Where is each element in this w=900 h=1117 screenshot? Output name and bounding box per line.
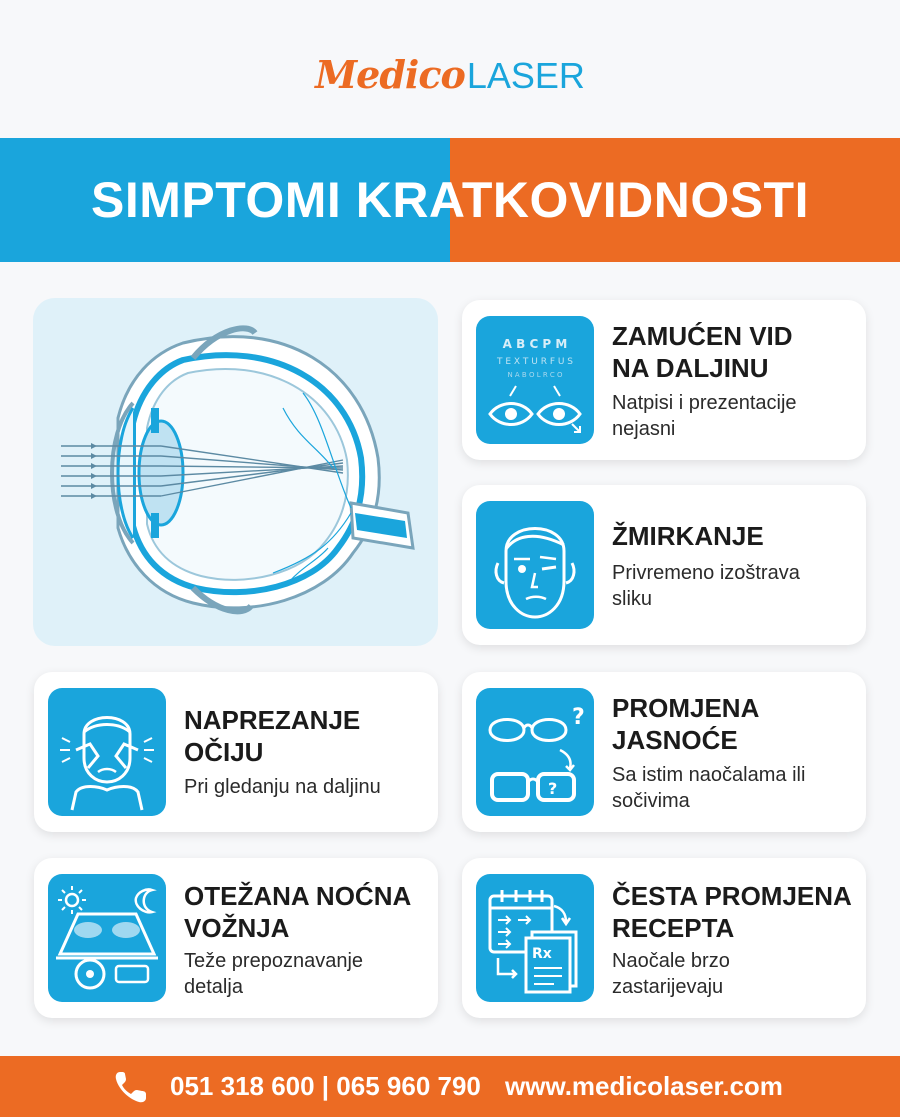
card-subtitle [612,560,856,612]
card-subtitle-line2: sliku [612,588,653,610]
card-subtitle-line2: sočivima [612,790,690,812]
card-title [612,880,856,944]
card-title-line1: PROMJENA [612,693,760,723]
card-subtitle-line1: Naočale brzo [612,950,730,972]
card-title [612,520,856,552]
card-title [612,692,856,756]
symptom-card-squinting [462,485,866,645]
card-title-line1: OTEŽANA NOĆNA [184,881,412,911]
card-title [184,704,428,768]
card-title-line1: ČESTA PROMJENA [612,881,852,911]
card-title-line2: RECEPTA [612,913,735,943]
card-subtitle [184,774,428,800]
eye-chart-row3: N A B O L R C O [507,371,563,379]
card-title-line2: VOŽNJA [184,913,290,943]
eye-anatomy-illustration [33,298,438,646]
card-title-line2: NA DALJINU [612,353,769,383]
card-title [612,320,856,384]
card-title-line1: ZAMUĆEN VID [612,321,793,351]
card-title-line2: OČIJU [184,737,264,767]
contact-footer [0,1056,900,1117]
card-subtitle [184,948,428,1000]
card-subtitle-line2: zastarijevaju [612,976,724,998]
eye-anatomy-icon [33,298,438,646]
card-subtitle-line1: Privremeno izoštrava [612,562,800,584]
card-subtitle-line1: Natpisi i prezentacije [612,392,797,414]
symptom-card-eye-strain [34,672,438,832]
svg-text:?: ? [572,705,585,730]
title-banner [0,138,900,262]
card-subtitle [612,948,856,1000]
eye-chart-icon [476,316,594,444]
brand-logo-medico: Medico [315,52,465,97]
card-title-line1: ŽMIRKANJE [612,521,764,551]
brand-logo [0,52,900,102]
card-subtitle-line1: Sa istim naočalama ili [612,764,806,786]
svg-text:Rx: Rx [532,946,552,962]
night-driving-icon [48,874,166,1002]
eye-chart-row1: A B C P M [502,337,568,351]
website-link[interactable]: www.medicolaser.com [505,1071,783,1101]
squinting-face-icon [476,501,594,629]
card-subtitle [612,390,856,442]
card-subtitle-line1: Teže prepoznavanje [184,950,364,972]
card-title-line1: NAPREZANJE [184,705,361,735]
prescription-calendar-icon [476,874,594,1002]
card-subtitle-line1: Pri gledanju na daljinu [184,776,381,798]
phone-numbers[interactable]: 051 318 600 | 065 960 790 [170,1071,481,1101]
symptom-card-prescription-change [462,858,866,1018]
symptom-card-blurred-vision [462,300,866,460]
brand-logo-laser: LASER [466,55,585,96]
card-subtitle-line2: detalja [184,976,243,998]
card-subtitle [612,762,856,814]
phone-icon [112,1068,150,1106]
eye-chart-row2: T E X T U R F U S [496,357,574,367]
symptom-card-clarity-change [462,672,866,832]
symptom-card-night-driving [34,858,438,1018]
card-subtitle-line2: nejasni [612,418,676,440]
eye-strain-icon [48,688,166,816]
page-title: SIMPTOMI KRATKOVIDNOSTI [91,172,809,228]
card-title-line2: JASNOĆE [612,725,738,755]
glasses-question-icon [476,688,594,816]
card-title [184,880,428,944]
svg-text:?: ? [548,779,558,798]
